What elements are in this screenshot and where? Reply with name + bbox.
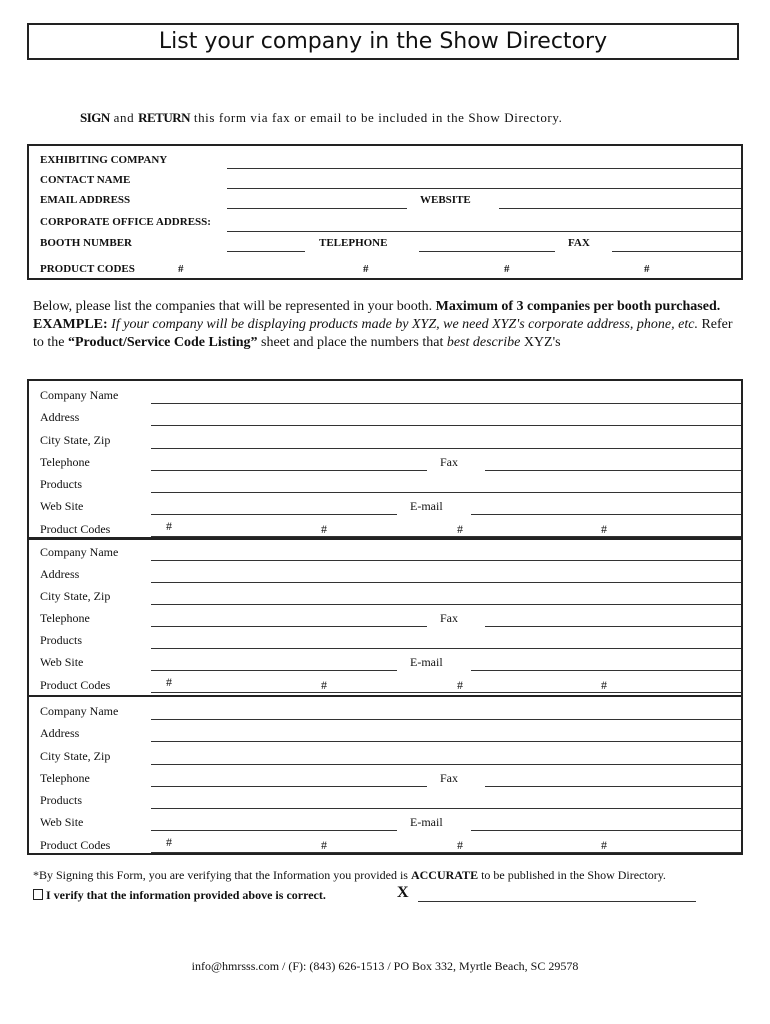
- fax-label: FAX: [568, 237, 590, 249]
- signature-mark: X: [397, 884, 409, 901]
- address-field[interactable]: [151, 582, 741, 583]
- website-label: WEBSITE: [420, 194, 471, 206]
- web-site-label: Web Site: [40, 655, 84, 669]
- company-block-2: [27, 538, 743, 697]
- product-code-hash[interactable]: #: [321, 678, 327, 692]
- email-field[interactable]: [471, 830, 741, 831]
- email-label: E-mail: [410, 499, 443, 513]
- page-title: List your company in the Show Directory: [27, 23, 739, 60]
- products-label: Products: [40, 793, 82, 807]
- verify-row: [33, 888, 326, 903]
- note-accurate: ACCURATE: [410, 868, 479, 882]
- verification-note: [33, 868, 666, 883]
- product-code-hash[interactable]: #: [601, 522, 607, 536]
- verify-checkbox[interactable]: [33, 889, 43, 900]
- exhibitor-section: [27, 144, 743, 280]
- desc-text-8: XYZ's: [523, 335, 561, 350]
- products-label: Products: [40, 633, 82, 647]
- product-code-hash[interactable]: #: [321, 838, 327, 852]
- telephone-label: Telephone: [40, 611, 90, 625]
- telephone-field[interactable]: [151, 470, 427, 471]
- instr-return: RETURN: [138, 110, 190, 125]
- company-name-field[interactable]: [151, 403, 741, 404]
- product-code-hash[interactable]: #: [457, 522, 463, 536]
- product-code-hash[interactable]: #: [363, 263, 369, 275]
- instr-and: and: [113, 110, 135, 125]
- city-state-zip-field[interactable]: [151, 764, 741, 765]
- city-state-zip-field[interactable]: [151, 604, 741, 605]
- instructions: [80, 110, 562, 126]
- city-state-zip-field[interactable]: [151, 448, 741, 449]
- telephone-field[interactable]: [419, 251, 555, 252]
- address-field[interactable]: [151, 741, 741, 742]
- product-code-hash[interactable]: #: [166, 835, 172, 849]
- address-label: Address: [40, 726, 80, 740]
- products-field[interactable]: [151, 808, 741, 809]
- product-code-hash[interactable]: #: [457, 678, 463, 692]
- fax-field[interactable]: [612, 251, 741, 252]
- corporate-office-address-label: CORPORATE OFFICE ADDRESS:: [40, 216, 211, 228]
- description-paragraph: [33, 298, 738, 352]
- desc-code-listing: “Product/Service Code Listing”: [68, 335, 258, 350]
- note-end: to be published in the Show Directory.: [481, 868, 666, 882]
- email-field[interactable]: [471, 670, 741, 671]
- contact-name-field[interactable]: [227, 188, 741, 189]
- web-site-field[interactable]: [151, 514, 397, 515]
- web-site-label: Web Site: [40, 499, 84, 513]
- web-site-field[interactable]: [151, 670, 397, 671]
- signature-field[interactable]: [418, 901, 696, 902]
- address-field[interactable]: [151, 425, 741, 426]
- company-block-3: [27, 695, 743, 855]
- telephone-label: Telephone: [40, 771, 90, 785]
- product-codes-label: PRODUCT CODES: [40, 263, 135, 275]
- products-label: Products: [40, 477, 82, 491]
- product-code-hash[interactable]: #: [644, 263, 650, 275]
- city-state-zip-label: City State, Zip: [40, 749, 111, 763]
- product-code-hash[interactable]: #: [457, 838, 463, 852]
- company-name-label: Company Name: [40, 704, 119, 718]
- product-codes-label: Product Codes: [40, 838, 111, 852]
- product-codes-field[interactable]: [151, 536, 741, 537]
- company-name-label: Company Name: [40, 545, 119, 559]
- fax-label: Fax: [440, 455, 458, 469]
- instr-sign: SIGN: [80, 110, 110, 125]
- product-code-hash[interactable]: #: [504, 263, 510, 275]
- exhibiting-company-field[interactable]: [227, 168, 741, 169]
- product-code-hash[interactable]: #: [166, 675, 172, 689]
- company-block-1: [27, 379, 743, 539]
- instr-rest: this form via fax or email to be included in the Show Directory.: [193, 110, 563, 125]
- product-code-hash[interactable]: #: [321, 522, 327, 536]
- booth-number-label: BOOTH NUMBER: [40, 237, 132, 249]
- city-state-zip-label: City State, Zip: [40, 433, 111, 447]
- footer-contact: info@hmrsss.com / (F): (843) 626-1513 / PO Box 332, Myrtle Beach, SC 29578: [191, 959, 579, 973]
- telephone-field[interactable]: [151, 626, 427, 627]
- company-name-field[interactable]: [151, 560, 741, 561]
- fax-label: Fax: [440, 771, 458, 785]
- address-label: Address: [40, 567, 80, 581]
- desc-best-describe: best describe: [446, 335, 521, 350]
- fax-field[interactable]: [485, 470, 741, 471]
- web-site-field[interactable]: [151, 830, 397, 831]
- desc-example: If your company will be displaying products made by XYZ, we need XYZ's corporate address, phone, etc.: [111, 317, 698, 332]
- product-codes-field[interactable]: [151, 852, 741, 853]
- desc-text-4: Refer to the: [33, 317, 733, 350]
- products-field[interactable]: [151, 648, 741, 649]
- web-site-label: Web Site: [40, 815, 84, 829]
- city-state-zip-label: City State, Zip: [40, 589, 111, 603]
- desc-max-companies: Maximum of 3 companies per booth purchased. EXAMPLE:: [33, 299, 721, 332]
- company-name-field[interactable]: [151, 719, 741, 720]
- email-field[interactable]: [471, 514, 741, 515]
- corporate-office-address-field[interactable]: [227, 231, 741, 232]
- email-label: E-mail: [410, 655, 443, 669]
- telephone-field[interactable]: [151, 786, 427, 787]
- products-field[interactable]: [151, 492, 741, 493]
- fax-field[interactable]: [485, 786, 741, 787]
- email-address-label: EMAIL ADDRESS: [40, 194, 131, 206]
- note-start: *By Signing this Form, you are verifying that the Information you provided is: [33, 868, 408, 882]
- company-name-label: Company Name: [40, 388, 119, 402]
- product-codes-label: Product Codes: [40, 522, 111, 536]
- contact-name-label: CONTACT NAME: [40, 174, 131, 186]
- exhibiting-company-label: EXHIBITING COMPANY: [40, 154, 168, 166]
- product-code-hash[interactable]: #: [601, 838, 607, 852]
- product-codes-label: Product Codes: [40, 678, 111, 692]
- desc-text-1: Below, please list the companies that will be represented in your booth.: [33, 299, 433, 314]
- booth-number-field[interactable]: [227, 251, 305, 252]
- product-code-hash[interactable]: #: [601, 678, 607, 692]
- product-code-hash[interactable]: #: [166, 519, 172, 533]
- desc-text-6: sheet and place the numbers that: [261, 335, 444, 350]
- fax-label: Fax: [440, 611, 458, 625]
- website-field[interactable]: [499, 208, 741, 209]
- email-label: E-mail: [410, 815, 443, 829]
- product-code-hash[interactable]: #: [178, 263, 184, 275]
- email-address-field[interactable]: [227, 208, 407, 209]
- telephone-label: Telephone: [40, 455, 90, 469]
- product-codes-field[interactable]: [151, 692, 741, 693]
- verify-checkbox-label: I verify that the information provided above is correct.: [46, 888, 326, 902]
- telephone-label: TELEPHONE: [319, 237, 388, 249]
- address-label: Address: [40, 410, 80, 424]
- fax-field[interactable]: [485, 626, 741, 627]
